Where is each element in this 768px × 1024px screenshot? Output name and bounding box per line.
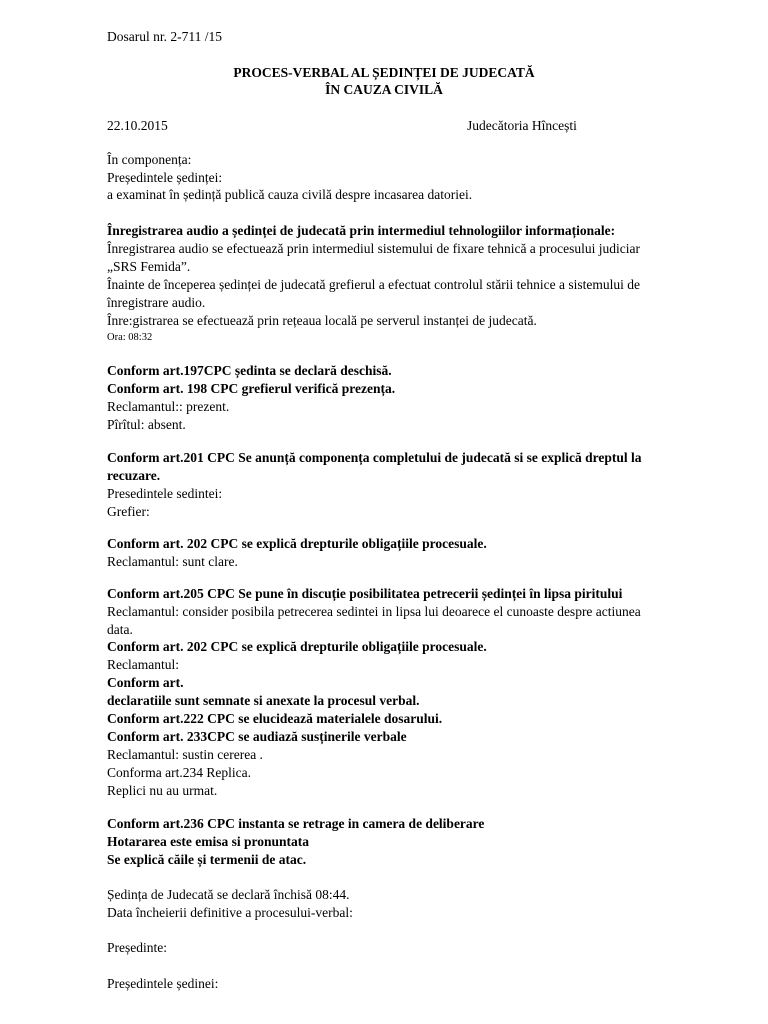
art202-line-b: Conform art. 202 CPC se explică drepturile obligațiile procesuale. — [107, 639, 487, 654]
presedinte-label: Președinte: — [107, 940, 167, 955]
final-date-label: Data încheierii definitive a procesului-verbal: — [107, 905, 353, 920]
audio-line-5: Înre:gistrarea se efectuează prin rețeaua locală pe serverul instanței de judecată. — [107, 313, 537, 328]
decision-line: Hotararea este emisa si pronuntata — [107, 834, 309, 849]
audio-line-3: Înainte de începerea ședinței de judecată grefierul a efectuat controlul stării tehnice a sistemului de — [107, 277, 641, 292]
court-name: Judecătoria Hîncești — [467, 118, 577, 133]
session-date: 22.10.2015 — [107, 118, 168, 133]
declarations-line: declaratiile sunt semnate si anexate la procesul verbal. — [107, 693, 420, 708]
conform-art-line: Conform art. — [107, 675, 184, 690]
session-closed: Ședința de Judecată se declară închisă 08:44. — [107, 887, 350, 902]
composition-label: În componența: — [107, 152, 192, 167]
art233-line: Conform art. 233CPC se audiază susținerile verbale — [107, 729, 407, 744]
claimant-consider-line-1: Reclamantul: consider posibila petrecerea sedintei in lipsa lui deoarece el cunoaste despre actiunea — [107, 604, 641, 619]
title-line-1: PROCES-VERBAL AL ȘEDINȚEI DE JUDECATĂ — [233, 65, 535, 80]
session-start-time: Ora: 08:32 — [107, 332, 153, 343]
presedintele-sedinei-label: Președintele ședinei: — [107, 976, 219, 991]
audio-line-4: înregistrare audio. — [107, 295, 206, 310]
art201-line-2: recuzare. — [107, 468, 161, 483]
claimant-present: Reclamantul:: prezent. — [107, 399, 230, 414]
art205-line: Conform art.205 CPC Se pune în discuție posibilitatea petrecerii ședinței în lipsa piritului — [107, 586, 623, 601]
art222-line: Conform art.222 CPC se elucidează materialele dosarului. — [107, 711, 443, 726]
art234-line: Conforma art.234 Replica. — [107, 765, 251, 780]
audio-line-1: Înregistrarea audio se efectuează prin intermediul sistemului de fixare tehnică a procesului judiciar — [107, 241, 641, 256]
art202-line-a: Conform art. 202 CPC se explică drepturile obligațiile procesuale. — [107, 536, 487, 551]
claimant-consider-line-2: data. — [107, 622, 133, 637]
examined-text: a examinat în ședință publică cauza civilă despre incasarea datoriei. — [107, 187, 473, 202]
claimant-clear: Reclamantul: sunt clare. — [107, 554, 238, 569]
audio-line-2: „SRS Femida”. — [107, 259, 191, 274]
file-number: Dosarul nr. 2-711 /15 — [107, 29, 222, 44]
art198-line: Conform art. 198 CPC grefierul verifică prezența. — [107, 381, 396, 396]
grefier-label: Grefier: — [107, 504, 150, 519]
replies-line: Replici nu au urmat. — [107, 783, 218, 798]
title-line-2: ÎN CAUZA CIVILĂ — [325, 82, 443, 97]
presedintele-label: Presedintele sedintei: — [107, 486, 223, 501]
art236-line: Conform art.236 CPC instanta se retrage in camera de deliberare — [107, 816, 485, 831]
art197-line: Conform art.197CPC ședinta se declară deschisă. — [107, 363, 392, 378]
claimant-support: Reclamantul: sustin cererea . — [107, 747, 263, 762]
president-label: Președintele ședinței: — [107, 170, 223, 185]
defendant-absent: Pîrîtul: absent. — [107, 417, 186, 432]
audio-heading: Înregistrarea audio a ședinței de judecată prin intermediul tehnologiilor informaționale: — [107, 223, 616, 238]
claimant-empty: Reclamantul: — [107, 657, 179, 672]
appeal-line: Se explică căile și termenii de atac. — [107, 852, 307, 867]
art201-line-1: Conform art.201 CPC Se anunță componența completului de judecată si se explică dreptul la — [107, 450, 642, 465]
